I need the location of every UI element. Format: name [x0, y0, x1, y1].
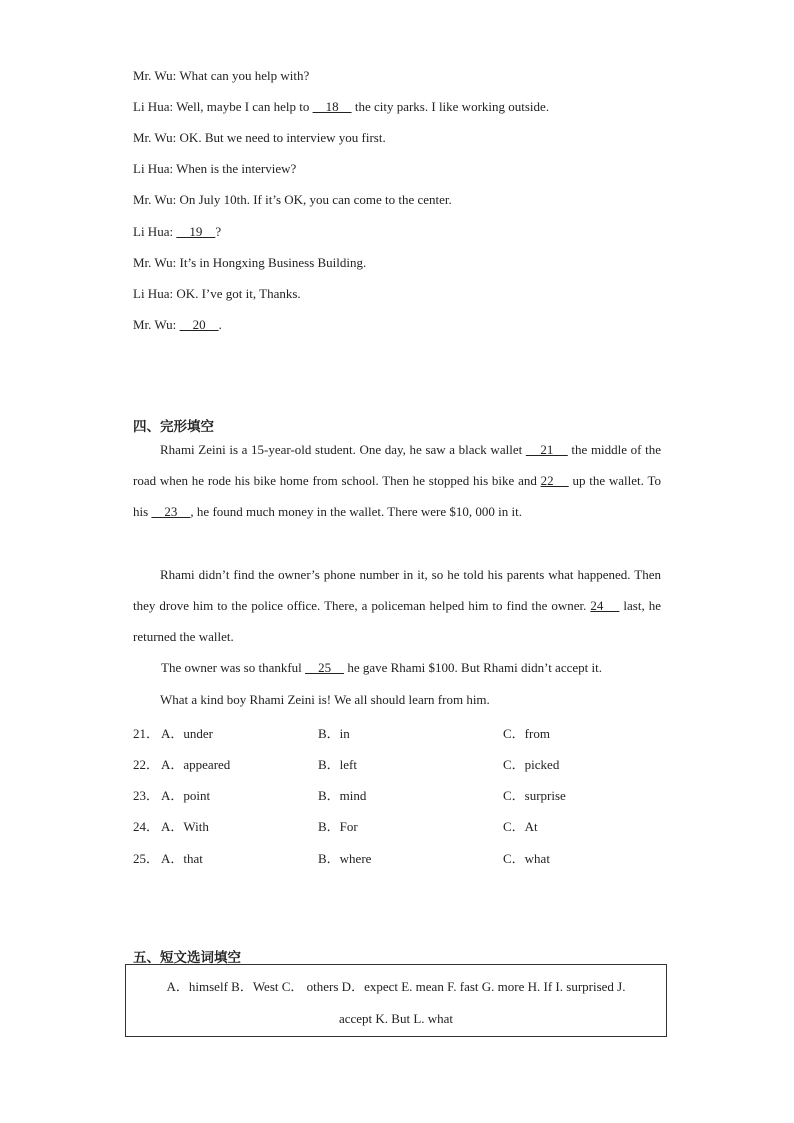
dialogue-line: Mr. Wu: What can you help with? [133, 68, 310, 83]
passage-text: The owner was so thankful [161, 660, 306, 675]
section-title-cloze: 四、完形填空 [133, 419, 214, 435]
dialogue-text: Mr. Wu: [133, 317, 180, 332]
dialogue-line [133, 317, 222, 333]
dialogue-line: Li Hua: OK. I’ve got it, Thanks. [133, 286, 301, 301]
option-b: B．For [318, 819, 358, 834]
dialogue-line [133, 99, 549, 115]
option-c: C．picked [503, 757, 560, 772]
option-c: C．from [503, 726, 550, 741]
dialogue-text: Li Hua: Well, maybe I can help to [133, 99, 313, 114]
option-c: C．what [503, 851, 550, 866]
blank-24: 24 [590, 598, 620, 613]
dialogue-line: Li Hua: When is the interview? [133, 161, 297, 176]
dialogue-text: ? [215, 224, 222, 239]
dialogue-text: . [218, 317, 222, 332]
option-a: A．appeared [161, 757, 231, 772]
blank-18: 18 [312, 99, 352, 114]
option-a: A．With [161, 819, 209, 834]
blank-20: 20 [179, 317, 219, 332]
question-number: 24． [133, 819, 160, 834]
dialogue-text: the city parks. I like working outside. [351, 99, 550, 114]
passage-text: last, he returned the wallet. [133, 598, 662, 644]
option-b: B．in [318, 726, 350, 741]
cloze-paragraph-1 [133, 434, 661, 527]
dialogue-line: Mr. Wu: OK. But we need to interview you first. [133, 130, 386, 145]
dialogue-text: Li Hua: [133, 224, 177, 239]
passage-text: up the wallet. To his [133, 473, 661, 519]
blank-23: 23 [151, 504, 191, 519]
question-number: 23． [133, 788, 160, 803]
option-a: A．under [161, 726, 213, 741]
word-bank-box [125, 964, 667, 1037]
question-number: 21． [133, 726, 160, 741]
option-c: C．surprise [503, 788, 566, 803]
word-bank-line: A．himself B．West C． others D．expect E. mean F. fast G. more H. If I. surprised J. [166, 979, 626, 994]
passage-text: he gave Rhami $100. But Rhami didn’t accept it. [344, 660, 602, 675]
cloze-paragraph-4: What a kind boy Rhami Zeini is! We all should learn from him. [160, 692, 490, 707]
option-b: B．left [318, 757, 357, 772]
cloze-paragraph-2 [133, 559, 661, 652]
option-c: C．At [503, 819, 538, 834]
option-b: B．where [318, 851, 372, 866]
question-number: 22． [133, 757, 160, 772]
dialogue-line [133, 224, 221, 240]
passage-text: Rhami didn’t find the owner’s phone number in it, so he told his parents what happened. Then they drove him to the police office. There, a policeman helped him to find the owner. [133, 567, 661, 613]
section-title-word-bank: 五、短文选词填空 [133, 950, 241, 966]
blank-25: 25 [305, 660, 345, 675]
passage-text: Rhami Zeini is a 15-year-old student. One day, he saw a black wallet [160, 442, 526, 457]
dialogue-line: Mr. Wu: On July 10th. If it’s OK, you can come to the center. [133, 192, 452, 207]
option-a: A．point [161, 788, 211, 803]
blank-21: 21 [525, 442, 568, 457]
cloze-paragraph-3 [133, 652, 661, 683]
question-number: 25． [133, 851, 160, 866]
blank-19: 19 [176, 224, 216, 239]
blank-22: 22 [540, 473, 569, 488]
dialogue-line: Mr. Wu: It’s in Hongxing Business Building. [133, 255, 367, 270]
passage-text: , he found much money in the wallet. There were $10, 000 in it. [190, 504, 522, 519]
option-a: A．that [161, 851, 203, 866]
word-bank-line: accept K. But L. what [338, 1011, 454, 1026]
passage-text: the middle of the road when he rode his bike home from school. Then he stopped his bike and [133, 442, 662, 488]
option-b: B．mind [318, 788, 367, 803]
